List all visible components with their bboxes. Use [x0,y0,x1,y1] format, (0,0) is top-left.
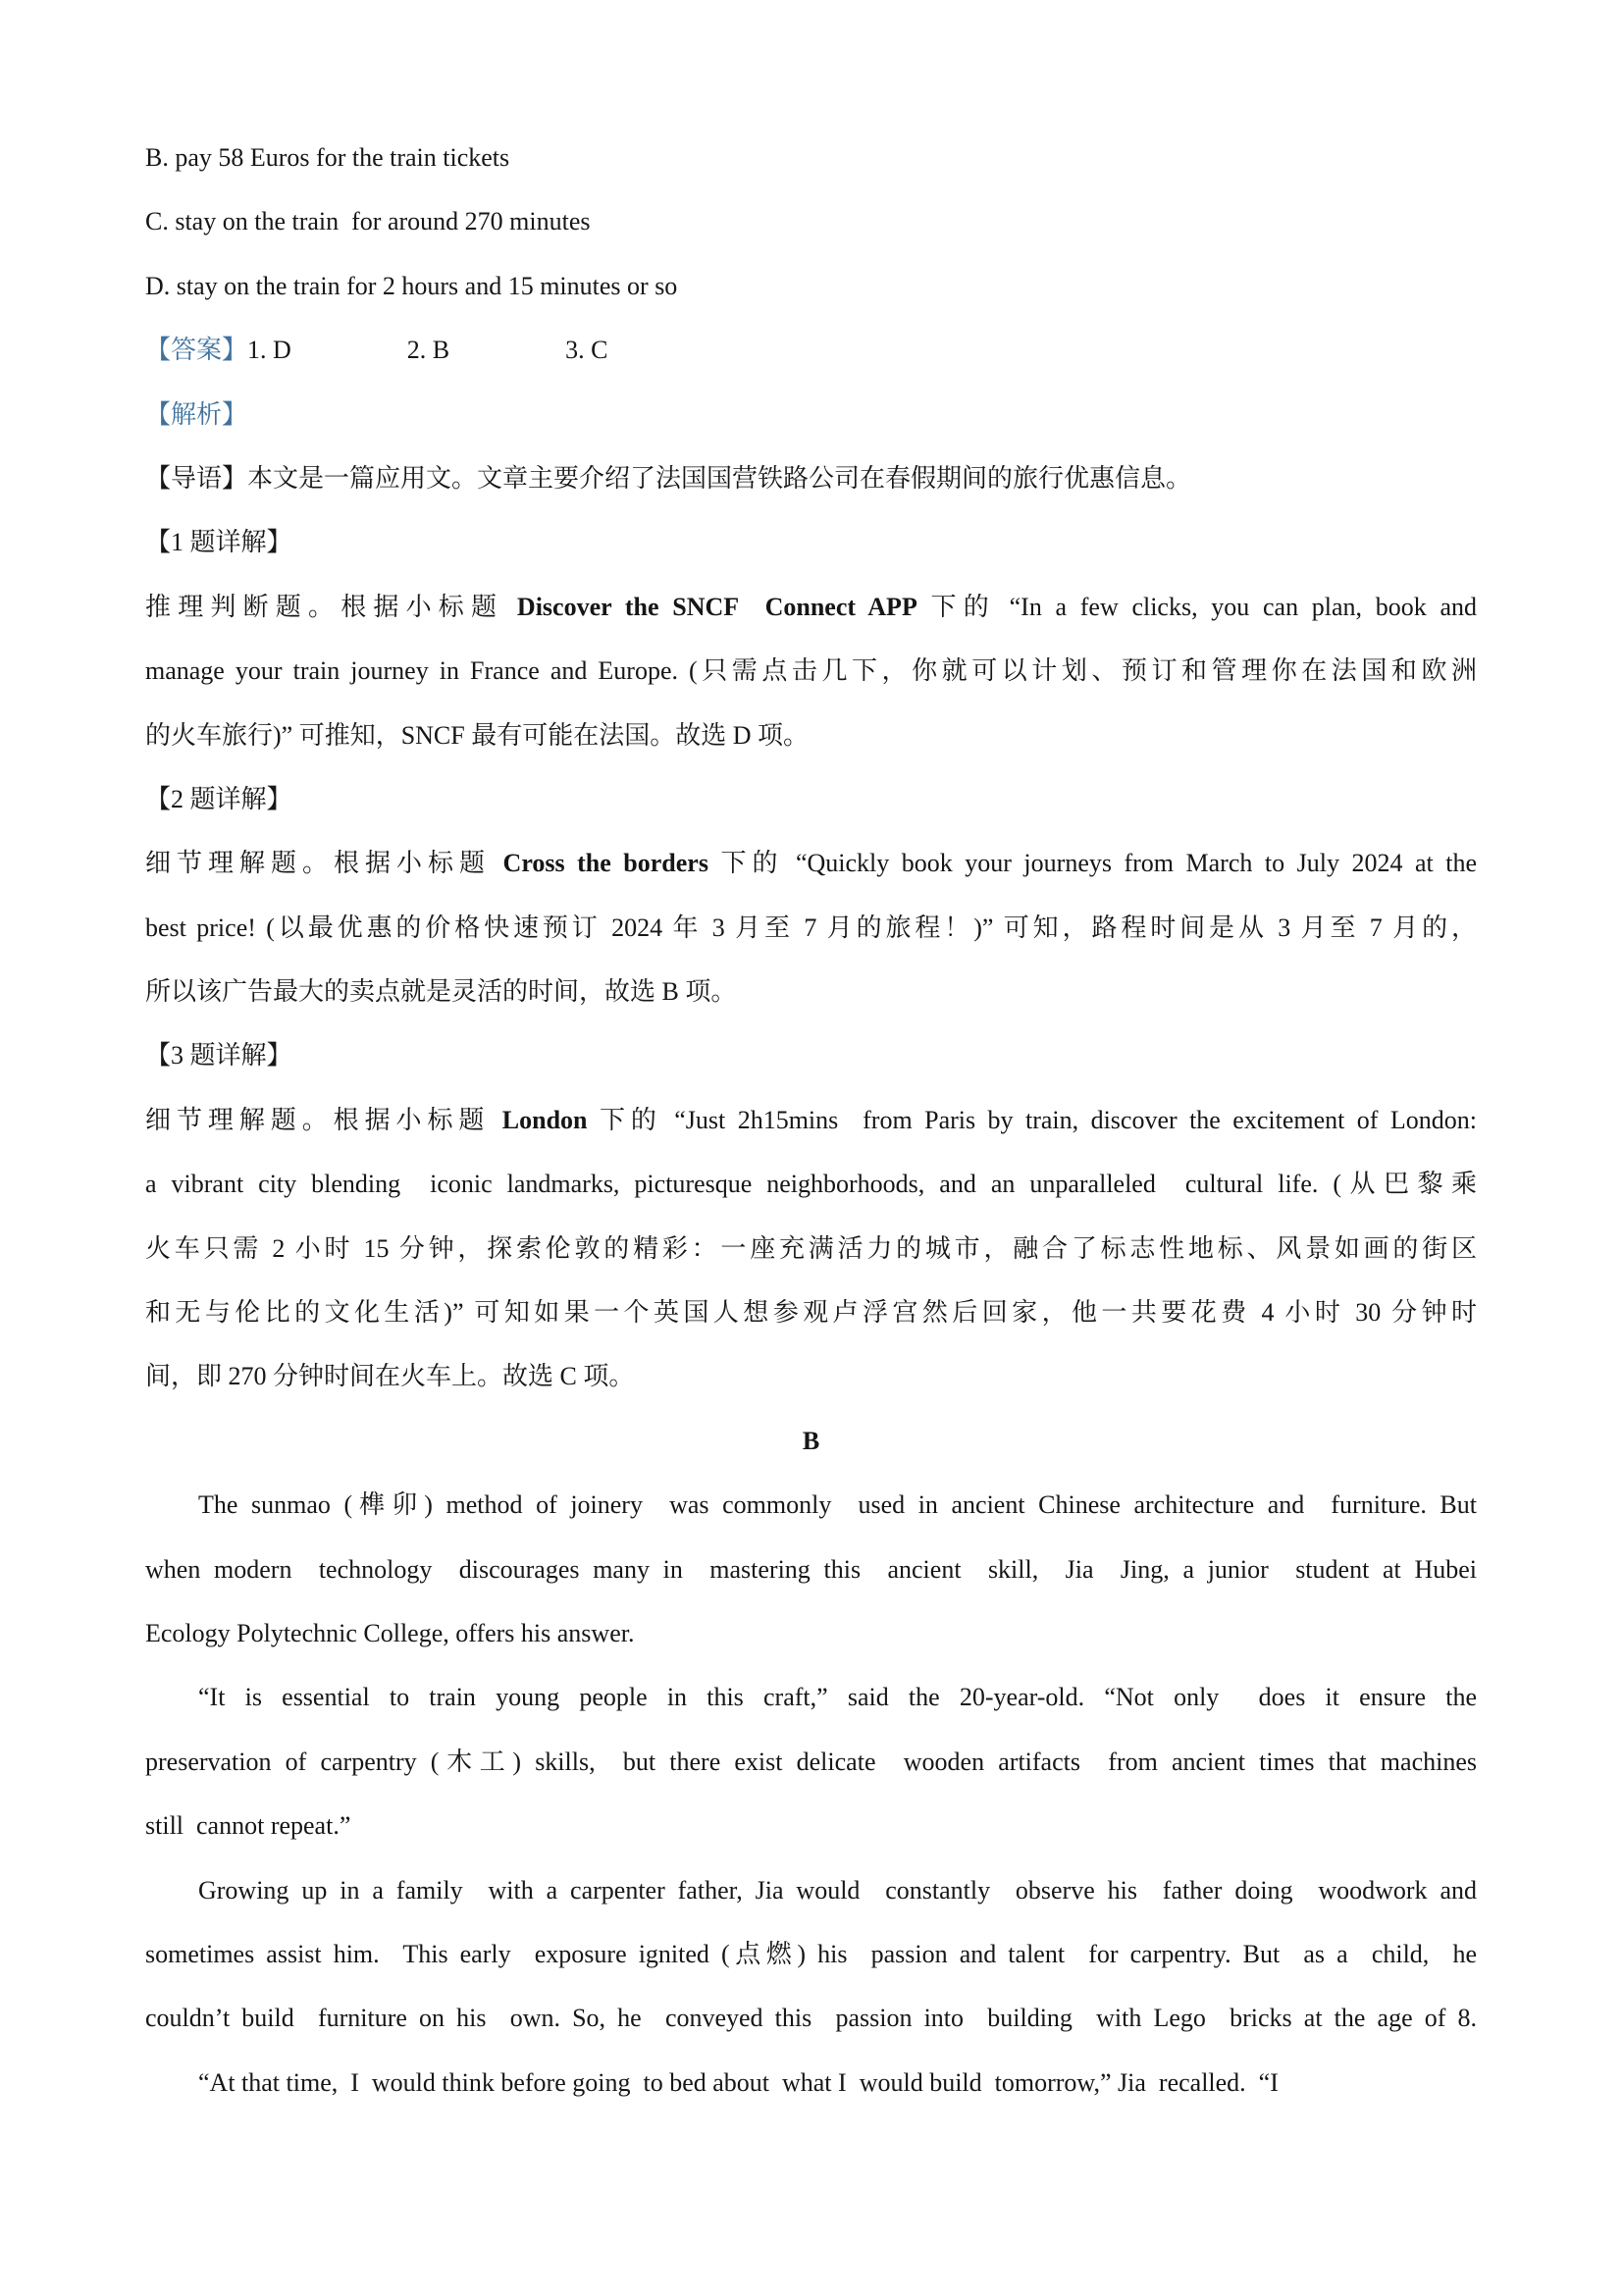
passage-b-para3-line-1 [145,1858,1477,1922]
text-run: when modern technology discourages many in mastering this ancient skill, Jia Jing, a junior student at Hubei [145,1554,1477,1584]
answer-1: 1. D [247,336,291,365]
text-run: best price! (以最优惠的价格快速预订 2024 年 3 月至 7 月的旅程！)” 可知，路程时间是从 3 月至 7 月的， [145,913,1477,942]
text-run: 和无与伦比的文化生活)” 可知如果一个英国人想参观卢浮宫然后回家，他一共要花费 4 小时 30 分钟时 [145,1298,1477,1328]
q1-explanation-line-1 [145,575,1477,639]
analysis-label: 【解析】 [145,399,248,429]
q1-detail-label: 【1 题详解】 [145,528,292,557]
answer-gap [291,357,407,358]
q2-explanation-line-1 [145,831,1477,895]
text-run: still cannot repeat.” [145,1811,351,1841]
passage-b-para3-line-3 [145,1986,1477,2050]
q1-detail-heading-line [145,510,1477,574]
passage-b-para2-line-1 [145,1665,1477,1729]
passage-b-heading: B [802,1426,820,1455]
passage-b-para4-line-1 [145,2051,1477,2114]
text-run: 细节理解题。根据小标题 [145,1105,502,1134]
option-d-line [145,254,1477,318]
text-run: B. pay 58 Euros for the train tickets [145,143,510,172]
passage-b-para1-line-2 [145,1538,1477,1601]
q3-explanation-line-1 [145,1088,1477,1152]
text-run: preservation of carpentry (木工) skills, but there exist delicate wooden artifacts from ancient times that machines [145,1747,1477,1776]
q1-explanation-line-2 [145,639,1477,703]
text-run: a vibrant city blending iconic landmarks, picturesque neighborhoods, and an unparalleled cultural life. (从巴黎乘 [145,1170,1477,1199]
q3-detail-heading-line [145,1023,1477,1087]
text-run: 推理判断题。根据小标题 [145,592,517,621]
text-run: 间，即 270 分钟时间在火车上。故选 C 项。 [145,1362,635,1391]
intro-label: 【导语】 [145,463,248,493]
bold-subtitle-sncf: Discover the SNCF Connect APP [516,592,917,621]
answer-2: 2. B [406,336,450,365]
q2-explanation-line-3 [145,960,1477,1023]
text-run: 的火车旅行)” 可推知，SNCF 最有可能在法国。故选 D 项。 [145,720,810,750]
text-run: 所以该广告最大的卖点就是灵活的时间，故选 B 项。 [145,977,737,1007]
bold-subtitle-borders: Cross the borders [502,849,708,878]
passage-b-para2-line-2 [145,1730,1477,1794]
option-b-line [145,126,1477,189]
text-run: manage your train journey in France and Europe. (只需点击几下，你就可以计划、预订和管理你在法国和欧洲 [145,656,1477,686]
answer-gap [449,357,565,358]
text-run: The sunmao (榫卯) method of joinery was commonly used in ancient Chinese architecture and furniture. But [198,1490,1477,1520]
text-run: 下的 “In a few clicks, you can plan, book and [916,592,1477,621]
text-run: Growing up in a family with a carpenter father, Jia would constantly observe his father doing woodwork and [198,1875,1477,1905]
text-run: 火车只需 2 小时 15 分钟，探索伦敦的精彩：一座充满活力的城市，融合了标志性地标、风景如画的街区 [145,1233,1477,1263]
q3-explanation-line-5 [145,1344,1477,1408]
passage-b-para2-line-3 [145,1794,1477,1857]
text-run: sometimes assist him. This early exposure ignited (点燃) his passion and talent for carpentry. But as a child, he [145,1939,1477,1968]
q2-detail-label: 【2 题详解】 [145,784,292,813]
answer-key-label: 【答案】 [145,336,248,365]
passage-b-para1-line-1 [145,1473,1477,1537]
text-run: “It is essential to train young people in this craft,” said the 20-year-old. “Not only does it ensure the [198,1683,1477,1712]
q1-explanation-line-3 [145,704,1477,767]
document-body [145,126,1477,2114]
q2-detail-heading-line [145,767,1477,831]
option-c-line [145,189,1477,253]
passage-b-heading-line [145,1409,1477,1473]
intro-note-line [145,446,1477,510]
passage-b-para3-line-2 [145,1922,1477,1986]
q3-explanation-line-2 [145,1152,1477,1216]
text-run: Ecology Polytechnic College, offers his answer. [145,1618,635,1647]
text-run: D. stay on the train for 2 hours and 15 minutes or so [145,271,678,300]
q3-explanation-line-3 [145,1217,1477,1280]
text-run: “At that time, I would think before going to bed about what I would build tomorrow,” Jia recalled. “I [198,2067,1279,2097]
text-run: 下的 “Quickly book your journeys from March to July 2024 at the [707,849,1477,878]
q2-explanation-line-2 [145,896,1477,960]
passage-b-para1-line-3 [145,1601,1477,1665]
answers-line [145,318,1477,382]
bold-subtitle-london: London [501,1105,588,1134]
text-run: couldn’t build furniture on his own. So, he conveyed this passion into building with Lego bricks at the age of 8. [145,2004,1477,2033]
analysis-label-line [145,383,1477,446]
text-run: C. stay on the train for around 270 minutes [145,207,591,236]
answer-3: 3. C [565,336,608,365]
q3-detail-label: 【3 题详解】 [145,1041,292,1070]
text-run: 下的 “Just 2h15mins from Paris by train, discover the excitement of London: [587,1105,1477,1134]
q3-explanation-line-4 [145,1280,1477,1344]
text-run: 细节理解题。根据小标题 [145,849,503,878]
text-run: 本文是一篇应用文。文章主要介绍了法国国营铁路公司在春假期间的旅行优惠信息。 [247,463,1192,493]
